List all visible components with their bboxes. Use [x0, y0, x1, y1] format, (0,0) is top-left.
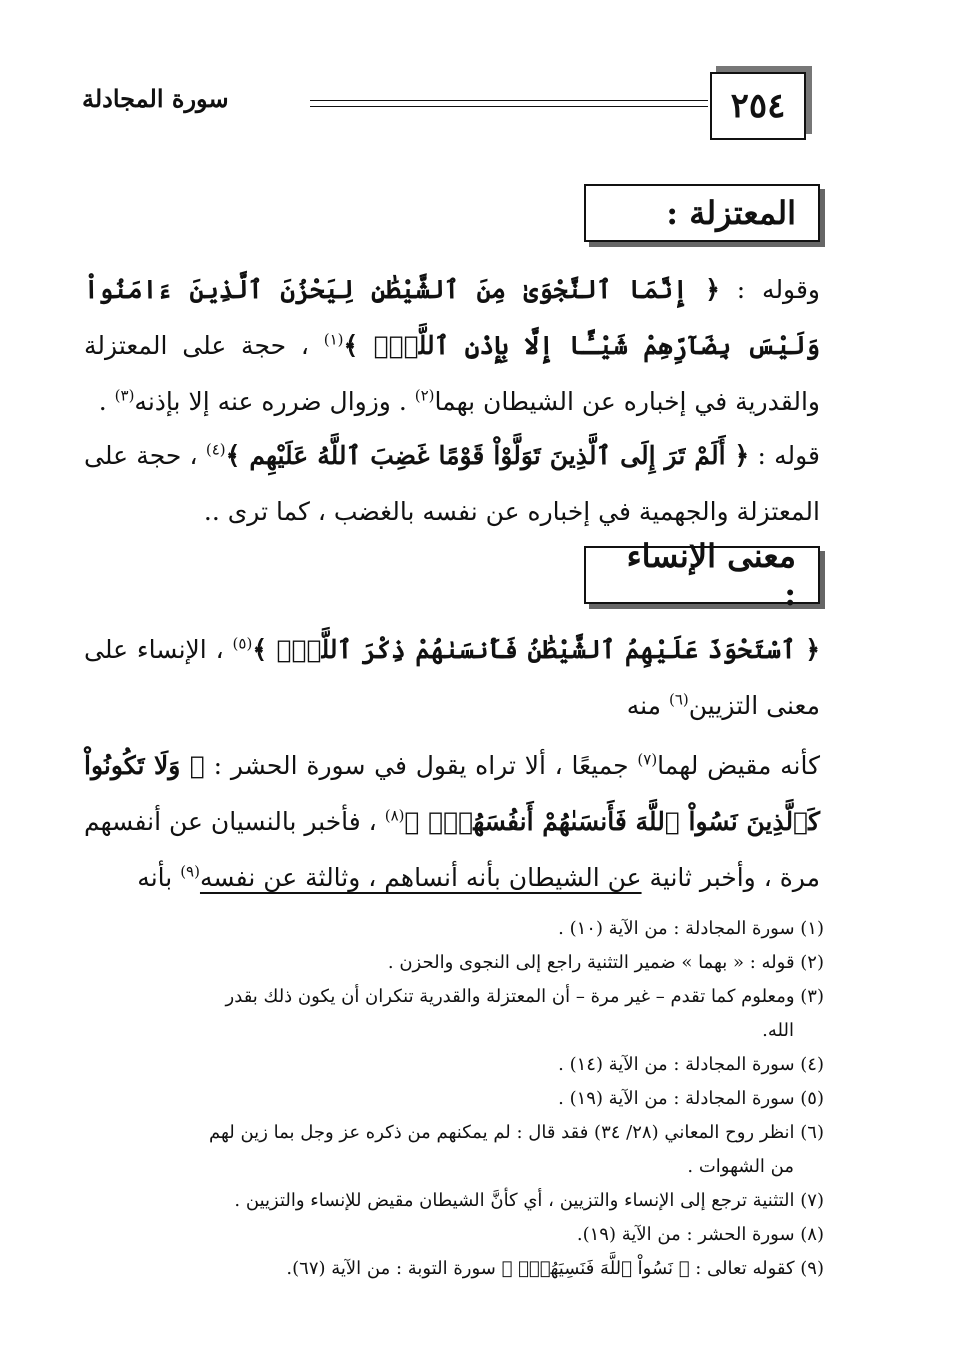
paragraph-text: . وزوال ضرره عنه إلا بإذنه	[134, 387, 415, 416]
paragraph-text: ، حجة على المعتزلة والقدرية في إخباره عن الشيطان بهما	[84, 331, 820, 416]
paragraph-text: ، الإنساء على معنى التزيين	[84, 635, 820, 720]
footnote-ref: (٢)	[414, 386, 435, 405]
footnote: (٨) سورة الحشر : من الآية (١٩).	[576, 1224, 824, 1245]
paragraph-text: ، فأخبر بالنسيان عن أنفسهم مرة ، وأخبر ثانية	[84, 807, 820, 892]
footnote-ref: (٧)	[637, 750, 658, 769]
paragraph	[84, 428, 820, 540]
header-rule	[310, 106, 708, 107]
quran-quote: ﴿ وَلَا تَكُونُواْ كَٱلَّذِينَ نَسُواْ ٱللَّهَ فَأَنسَىٰهُمْ أَنفُسَهُمْۚ ﴾	[84, 751, 820, 836]
paragraph	[84, 262, 820, 430]
quran-quote: ﴿ أَلَمْ تَرَ إِلَى ٱلَّذِينَ تَوَلَّوْاْ قَوْمًا غَضِبَ ٱللَّهُ عَلَيْهِم ﴾	[225, 441, 750, 470]
footnote-ref: (٣)	[114, 386, 135, 405]
footnote: (١) سورة المجادلة : من الآية (١٠) .	[558, 918, 824, 939]
header-rule	[310, 100, 708, 101]
footnote: (٣) ومعلوم كما تقدم – غير مرة – أن المعتزلة والقدرية تنكران أن يكون ذلك بقدر	[225, 986, 824, 1007]
paragraph-text: جميعًا ، ألا تراه يقول في سورة الحشر :	[204, 751, 638, 780]
footnote-continuation: الله.	[762, 1020, 794, 1041]
paragraph-text: كأنه مقيض لهما	[657, 751, 820, 780]
footnote: (٧) التثنية ترجع إلى الإنساء والتزيين ، أي كأنَّ الشيطان مقيض للإنساء والتزيين .	[234, 1190, 824, 1211]
footnote-ref: (٤)	[205, 440, 226, 459]
footnotes	[84, 912, 824, 1286]
section-heading: معنى الإنساء :	[584, 546, 820, 604]
paragraph-text: .	[98, 387, 115, 416]
footnote: (٥) سورة المجادلة : من الآية (١٩) .	[558, 1088, 824, 1109]
page-header	[70, 62, 890, 152]
underlined-text: عن الشيطان بأنه أنساهم ، وثالثة عن نفسه	[199, 863, 642, 892]
paragraph	[84, 622, 820, 734]
section-heading: المعتزلة :	[584, 184, 820, 242]
page-number: ٢٥٤	[710, 72, 806, 140]
paragraph-text: بأنه	[137, 863, 181, 892]
footnote-continuation: من الشهوات .	[687, 1156, 794, 1177]
footnote: (٩) كقوله تعالى : ﴿ نَسُواْ ٱللَّهَ فَنَسِيَهُمْۚ ﴾ سورة التوبة : من الآية (٦٧).	[286, 1258, 824, 1279]
footnote-ref: (٥)	[232, 634, 253, 653]
footnote-ref: (١)	[323, 330, 344, 349]
footnote: (٦) انظر روح المعاني (٢٨/ ٣٤) فقد قال : لم يمكنهم من ذكره عز وجل بما زين لهم	[209, 1122, 824, 1143]
footnote-ref: (٩)	[180, 862, 200, 881]
paragraph-text: منه	[626, 691, 669, 720]
quran-quote: ﴿ إِنَّمَا ٱلنَّجْوَىٰ مِنَ ٱلشَّيْطَٰنِ لِيَحْزُنَ ٱلَّذِينَ ءَامَنُواْ وَلَيْسَ بِضَآرِّهِمْ شَيْـًٔا إِلَّا بِإِذْنِ ٱللَّهِۚ ﴾	[84, 275, 820, 360]
footnote-ref: (٨)	[384, 806, 405, 825]
paragraph-text: ، حجة على المعتزلة والجهمية في إخباره عن نفسه بالغضب ، كما ترى ..	[84, 441, 820, 526]
paragraph-lead: وقوله :	[719, 275, 820, 304]
quran-quote: ﴿ ٱسْتَحْوَذَ عَلَيْهِمُ ٱلشَّيْطَٰنُ فَأَنسَىٰهُمْ ذِكْرَ ٱللَّهِۚ ﴾	[252, 635, 821, 664]
paragraph	[84, 738, 820, 906]
footnote: (٢) قوله : « بهما » ضمير التثنية راجع إلى النجوى والحزن .	[387, 952, 824, 973]
footnote: (٤) سورة المجادلة : من الآية (١٤) .	[558, 1054, 824, 1075]
running-title: سورة المجادلة	[82, 84, 229, 113]
footnote-ref: (٦)	[669, 690, 689, 709]
paragraph-lead: قوله :	[749, 441, 821, 470]
